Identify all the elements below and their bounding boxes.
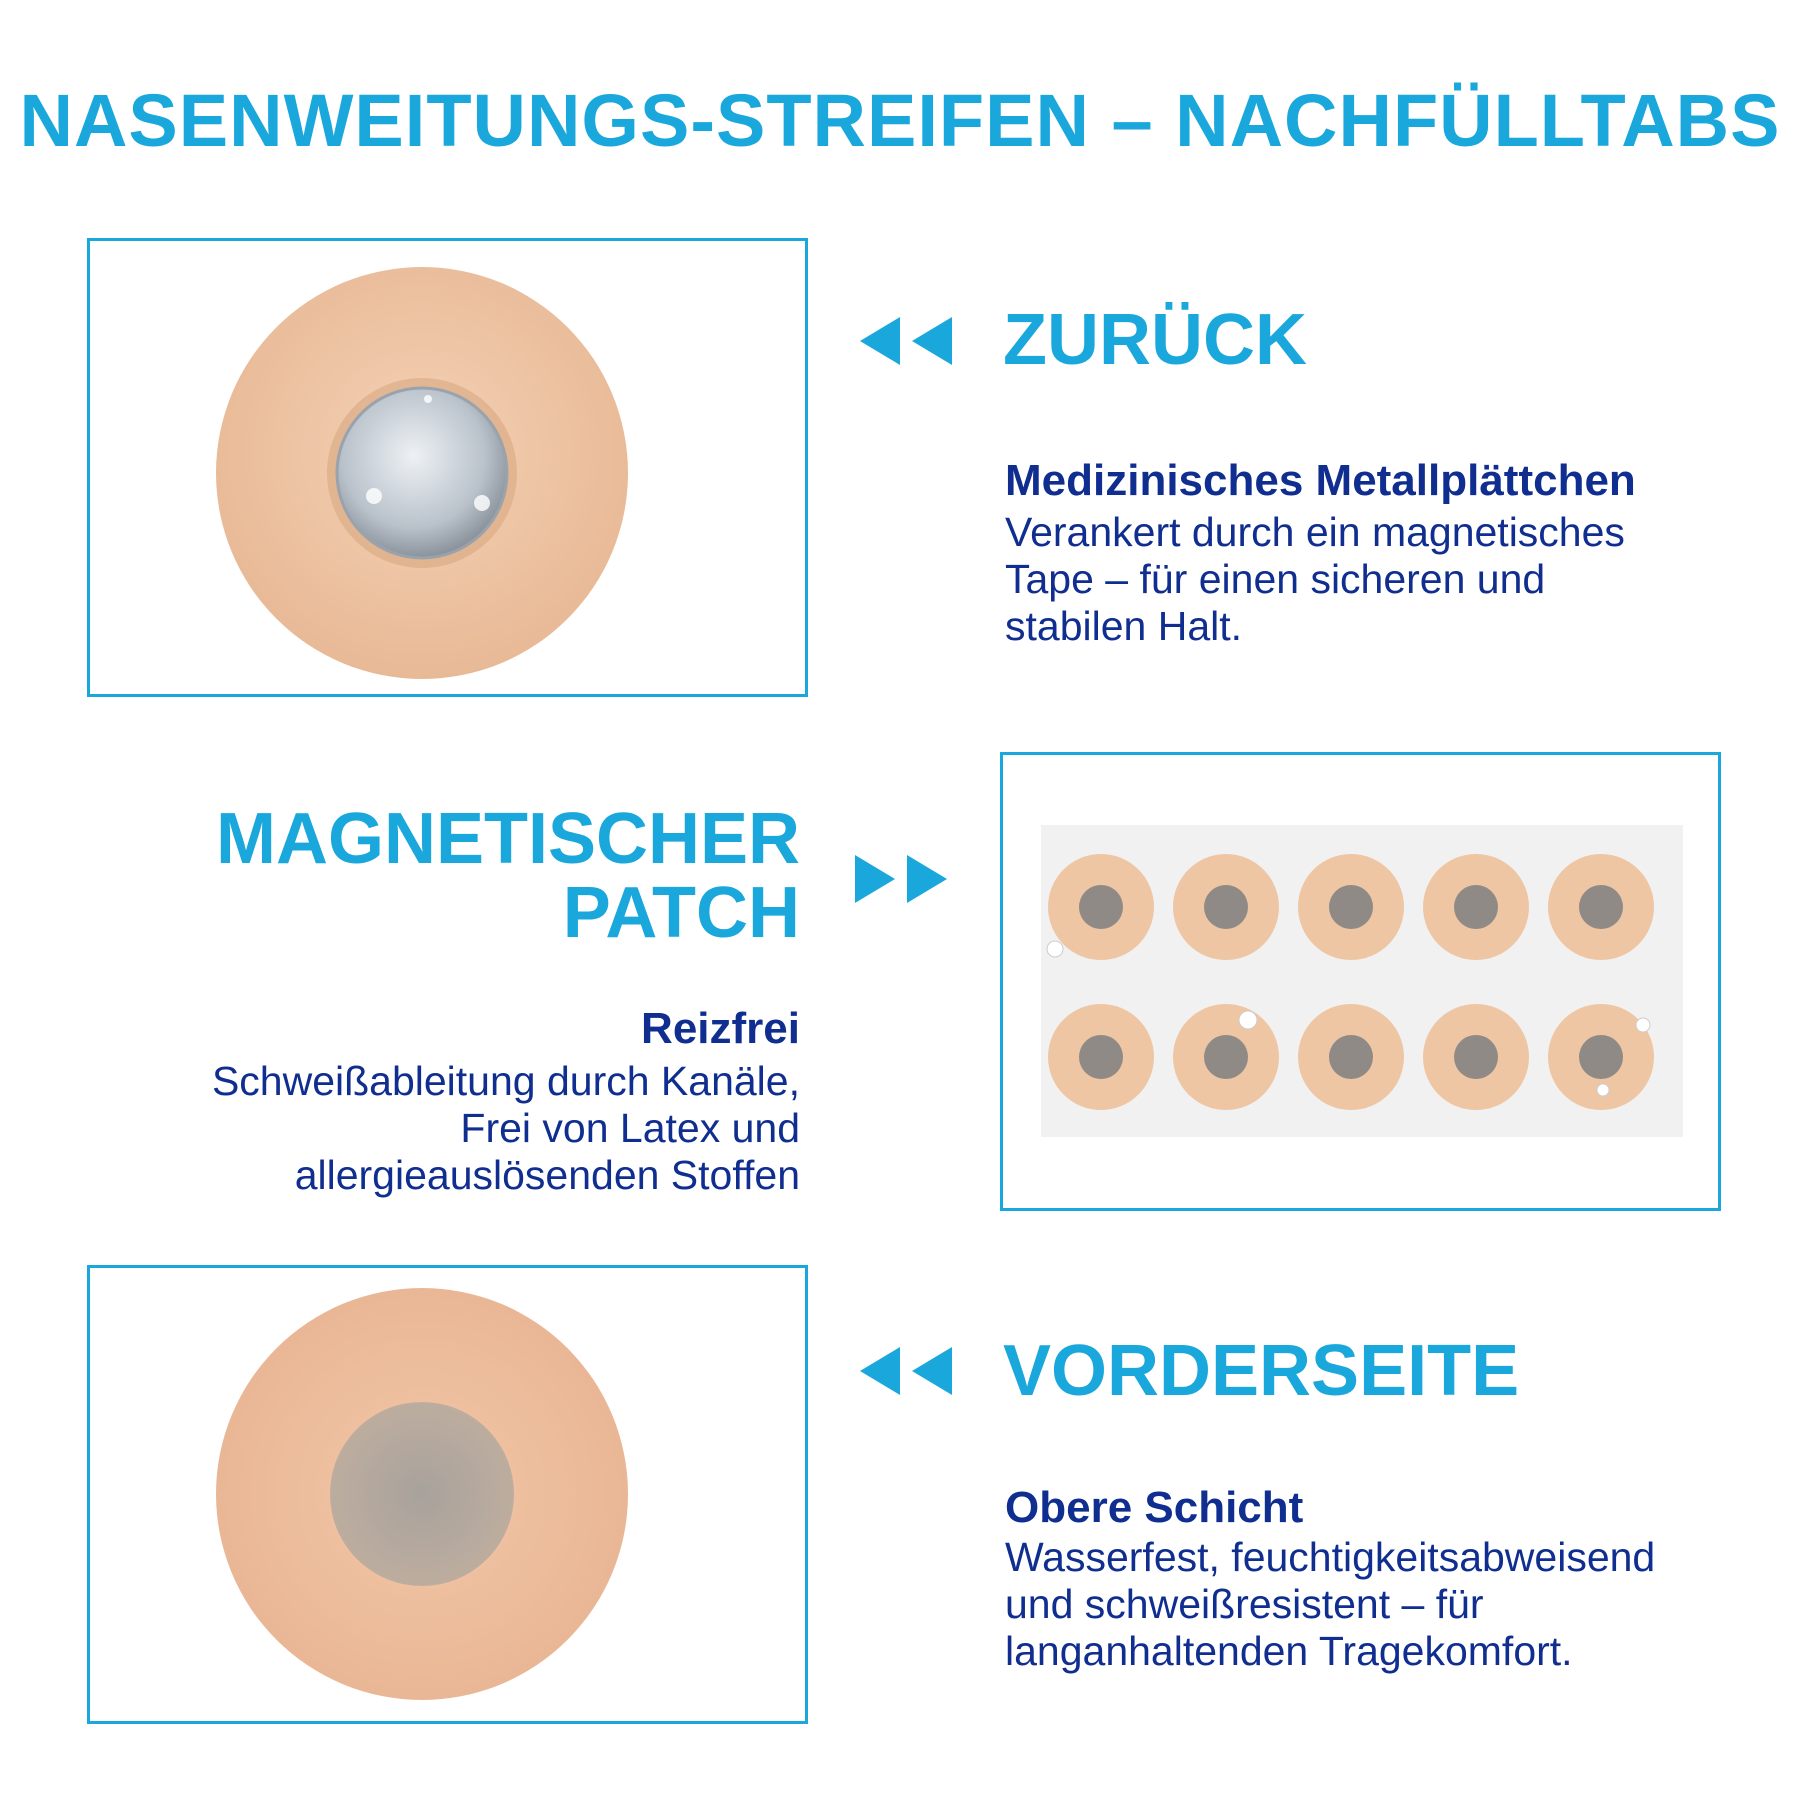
- section-description-vorderseite: [1005, 1534, 1655, 1675]
- description-line: Frei von Latex und: [460, 1105, 800, 1151]
- section-subheading-reizfrei: Reizfrei: [641, 1004, 800, 1053]
- heading-line: PATCH: [562, 873, 800, 953]
- section-description-zurueck: [1005, 509, 1625, 650]
- section-description-magnetischer-patch: [212, 1058, 800, 1199]
- patch-sheet-image: [1003, 755, 1718, 1208]
- description-line: Schweißableitung durch Kanäle,: [211, 1058, 800, 1104]
- section-heading-magnetischer-patch: [215, 799, 800, 953]
- page-title: NASENWEITUNGS-STREIFEN – NACHFÜLLTABS: [19, 79, 1781, 162]
- fabric-layer-icon: [330, 1402, 514, 1586]
- description-line: Tape – für einen sicheren und: [1005, 556, 1546, 602]
- metal-plate-icon: [337, 388, 507, 558]
- patch-sheet-image-frame: [1000, 752, 1721, 1211]
- section-subheading-obere-schicht: Obere Schicht: [1005, 1483, 1304, 1532]
- description-line: stabilen Halt.: [1005, 603, 1243, 649]
- description-line: und schweißresistent – für: [1005, 1581, 1484, 1627]
- section-subheading-metallplaettchen: Medizinisches Metallplättchen: [1005, 456, 1636, 505]
- double-left-triangle-icon: [860, 1343, 960, 1404]
- description-line: allergieauslösenden Stoffen: [294, 1152, 800, 1198]
- description-line: Wasserfest, feuchtigkeitsabweisend: [1005, 1534, 1656, 1580]
- double-left-triangle-icon: [860, 313, 960, 374]
- front-patch-image: [90, 1268, 805, 1721]
- section-heading-zurueck: ZURÜCK: [1003, 300, 1307, 380]
- back-patch-image: [90, 241, 805, 694]
- front-patch-image-frame: [87, 1265, 808, 1724]
- description-line: langanhaltenden Tragekomfort.: [1005, 1628, 1573, 1674]
- section-heading-vorderseite: VORDERSEITE: [1003, 1331, 1520, 1411]
- heading-line: MAGNETISCHER: [215, 799, 800, 879]
- double-right-triangle-icon: [855, 851, 955, 912]
- back-patch-image-frame: [87, 238, 808, 697]
- description-line: Verankert durch ein magnetisches: [1005, 509, 1625, 555]
